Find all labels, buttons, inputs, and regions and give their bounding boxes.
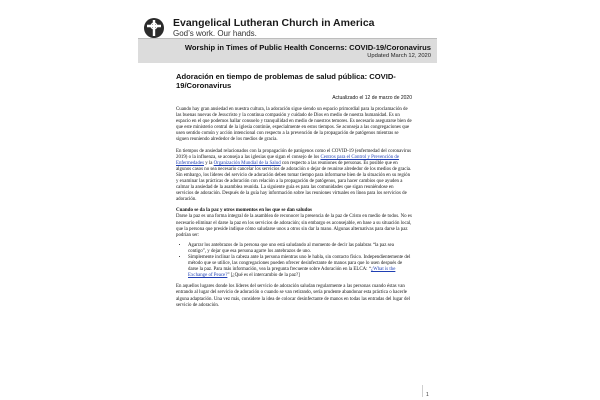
list-item [188,255,412,279]
document-body [176,72,412,314]
updated-date: Updated March 12, 2020 [367,53,431,59]
document-title: Worship in Times of Public Health Concerns: COVID-19/Coronavirus [184,43,431,52]
page-number: 1 [426,392,429,398]
footer-divider [422,385,423,397]
list-item: • Agarrar los antebrazos de la persona que uno está saludando al momento de decir las palabras “la paz sea contigo”, y dejar que esa persona agarre los antebrazos de uno. [188,243,412,255]
document-title-band [138,38,437,63]
paragraph-2-text-b: y la [203,160,214,166]
cdc-link[interactable]: Centros para el Control y Prevención de Enfermedades [176,154,400,166]
elca-cross-logo-icon [143,17,165,39]
date-line: Actualizado el 12 de marzo de 2020 [332,95,412,101]
paragraph-1: Cuando hay gran ansiedad en nuestra cultura, la adoración sigue siendo un espacio primordial para la proclamación de las buenas nuevas de Jesucristo y la continua compasión y cuidado de Dios en medio de nuestra humanidad. Es un espacio en el que podemos hallar consuelo y tranquilidad en medio de nuestros temores. Es necesario asegurarse bien de que este ministerio central de la iglesia continúe, especialmente en estos tiempos. Se aconseja a las congregaciones que usen sentido común y acción intencional con respecto a la prevención de la propagación de patógenos mientras se siguen reuniendo alrededor de los medios de gracia. [176,107,412,143]
bullet-list [176,243,412,280]
section-subheading: Cuando se da la paz y otros momentos en los que se dan saludos [176,208,312,214]
paragraph-3: Darse la paz es una forma integral de la asamblea de reconocer la presencia de la paz de Cristo en medio de todos. No es necesario eliminar el darse la paz en los servicios de adoración; sin embargo es aconsejable, en base a su situación local, que la persona que preside indique cómo saludarse unos a otros sin dar la mano. Algunas alternativas para darse la paz podrían ser: [176,214,412,238]
paragraph-4: En aquellos lugares donde los líderes del servicio de adoración saludan regularmente a las personas cuando éstas van entrando al lugar del servicio de adoración o cuando se van retirando, sería prudente abandonar esta práctica o hacerle alguna adaptación. Una vez más, considere la idea de colocar desinfectante de manos en todas las entradas del lugar del servicio de adoración. [176,284,410,308]
paragraph-2 [176,149,412,204]
organization-tagline: God’s work. Our hands. [173,28,257,38]
exchange-of-peace-link[interactable]: ¿What is the Exchange of Peace? [188,267,396,279]
bullet-2-text-b: ” [¿Qué es el intercambio de la paz?] [227,273,300,279]
paragraph-2-text-a: En tiempos de ansiedad relacionados con la propagación de patógenos como el COVID-19 (enfermedad del coronavirus 2019) o la influenza, se aconseja a las iglesias que sigan el consejo de los [176,148,412,160]
page-heading: Adoración en tiempo de problemas de salud pública: COVID-19/Coronavirus [176,72,396,90]
who-link[interactable]: Organización Mundial de la Salud [213,160,281,166]
bullet-2-text-a: Simplemente inclinar la cabeza ante la persona mientras uno le habla, sin contacto físico. Independientemente del método que se utilice, las congregaciones pueden ofrecer desinfectante de manos para que lo usen después de darse la paz. Para más información, vea la pregunta frecuente sobre Adoración en la ELCA: “ [188,254,411,273]
organization-name: Evangelical Lutheran Church in America [173,16,375,29]
paragraph-2-text-c: con respecto a las reuniones de personas. Es posible que en algunos casos no sea necesario cancelar los servicios de adoración o dejar de reunirse alrededor de los medios de gracia. Sin embargo, los líderes del servicio de adoración deben tomar tiempo para informarse bien de la situación en su región y examinar las prácticas de adoración con relación a la propagación de patógenos, para hacer cambios que ayuden a calmar la ansiedad de la asamblea reunida. La siguiente guía es para las comunidades que sigan reuniéndose en servicios de adoración. Después de la guía hay información sobre las reuniones virtuales en línea para los servicios de adoración. [176,160,412,203]
